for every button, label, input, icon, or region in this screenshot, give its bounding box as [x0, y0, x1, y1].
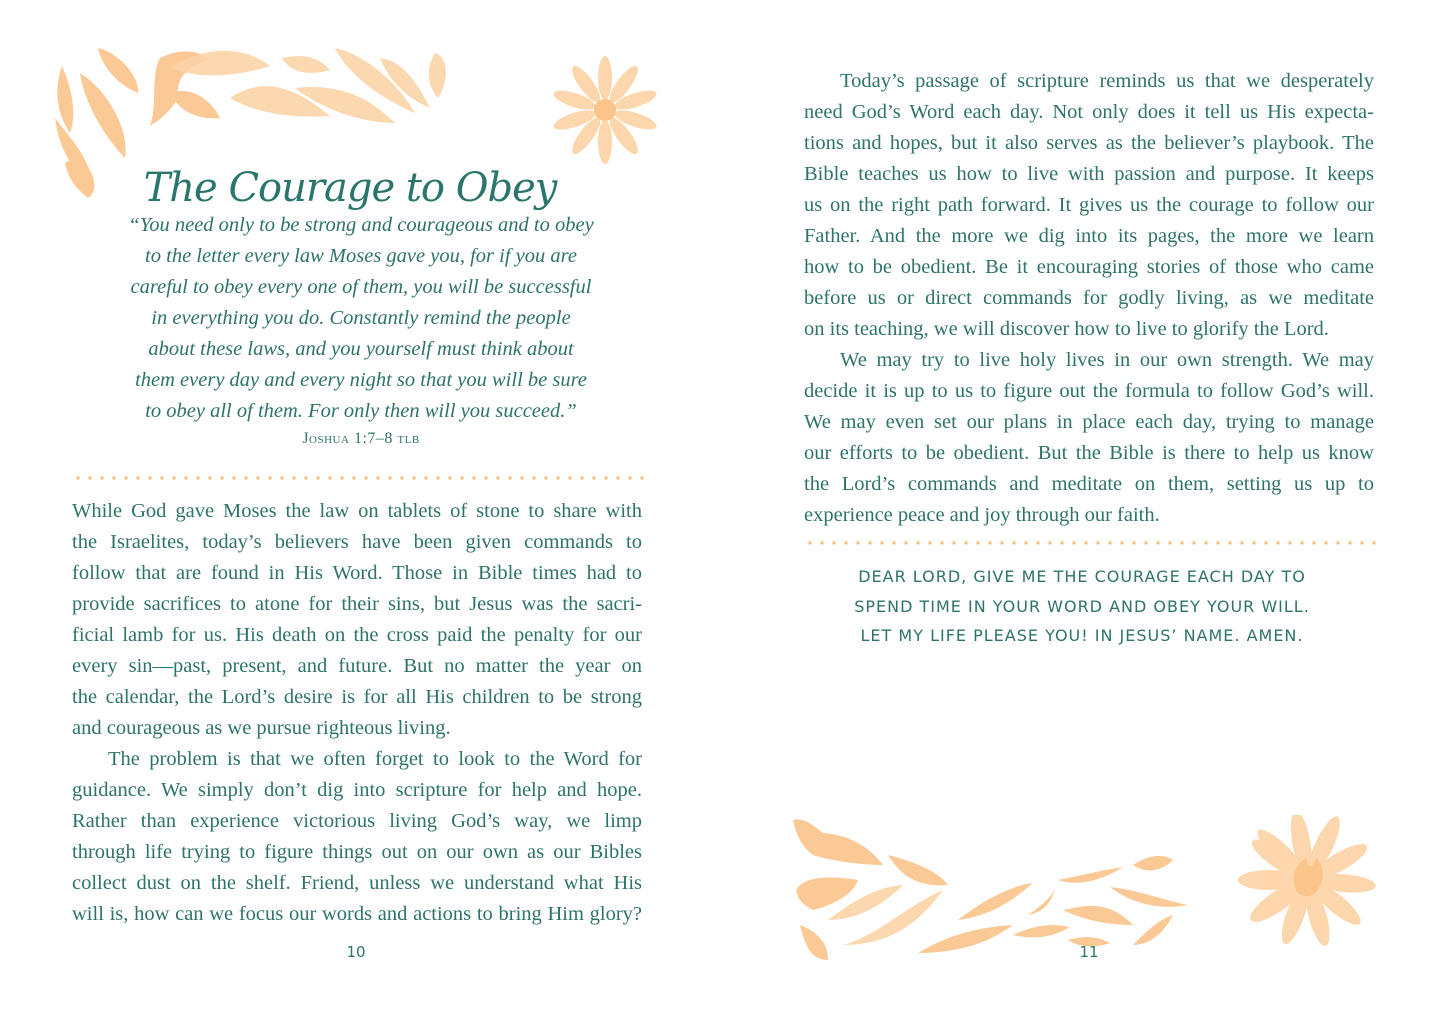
body-paragraph: [72, 496, 642, 930]
body-paragraph: [804, 66, 1374, 531]
text-line: the Israelites, today’s believers have been given commands to: [72, 531, 642, 553]
text-line: our efforts to be obedient. But the Bible is there to help us know: [804, 442, 1374, 464]
text-line: every sin—past, present, and future. But no matter the year on: [72, 655, 642, 677]
verse-reference: Joshua 1:7–8 tlb: [302, 430, 420, 447]
text-line: Father. And the more we dig into its pages, the more we learn: [804, 225, 1374, 247]
text-line: the Lord’s commands and meditate on them, setting us up to: [804, 473, 1374, 495]
text-line: tions and hopes, but it also serves as the believer’s playbook. The: [804, 132, 1374, 154]
prayer-line: DEAR LORD, GIVE ME THE COURAGE EACH DAY TO: [858, 567, 1306, 586]
prayer: [782, 562, 1382, 651]
left-page: [0, 0, 722, 1012]
text-line: how to be obedient. Be it encouraging stories of those who came: [804, 256, 1374, 278]
text-line: provide sacrifices to atone for their sins, but Jesus was the sacri-: [72, 593, 642, 615]
text-line: While God gave Moses the law on tablets of stone to share with: [72, 500, 642, 522]
text-line: collect dust on the shelf. Friend, unless we understand what His: [72, 872, 642, 894]
dotted-divider: [804, 541, 1376, 545]
verse-line: careful to obey every one of them, you will be successful: [130, 276, 592, 298]
text-line: the calendar, the Lord’s desire is for all His children to be strong: [72, 686, 642, 708]
verse-line: them every day and every night so that you will be sure: [135, 369, 587, 391]
text-line: Today’s passage of scripture reminds us that we desperately: [840, 70, 1374, 92]
text-line: before us or direct commands for godly living, as we meditate: [804, 287, 1374, 309]
scripture-quote: [96, 210, 626, 427]
prayer-line: LET MY LIFE PLEASE YOU! IN JESUS’ NAME. AMEN.: [860, 626, 1304, 645]
prayer-line: SPEND TIME IN YOUR WORD AND OBEY YOUR WILL.: [854, 596, 1310, 616]
text-line: follow that are found in His Word. Those in Bible times had to: [72, 562, 642, 584]
text-line: on its teaching, we will discover how to live to glorify the Lord.: [804, 318, 1329, 340]
text-line: Bible teaches us how to live with passion and purpose. It keeps: [804, 163, 1374, 185]
verse-line: “You need only to be strong and courageous and to obey: [128, 214, 594, 236]
text-line: need God’s Word each day. Not only does it tell us His expecta-: [804, 101, 1374, 123]
text-line: us on the right path forward. It gives us the courage to follow our: [804, 194, 1374, 216]
dotted-divider: [72, 476, 644, 480]
text-line: We may even set our plans in place each day, trying to manage: [804, 411, 1374, 433]
text-line: Rather than experience victorious living God’s way, we limp: [72, 810, 642, 832]
verse-line: to the letter every law Moses gave you, for if you are: [145, 245, 577, 267]
page-number: 11: [1079, 943, 1099, 961]
text-line: guidance. We simply don’t dig into scripture for help and hope.: [72, 779, 642, 801]
right-page: [722, 0, 1445, 1012]
verse-line: to obey all of them. For only then will you succeed.”: [145, 400, 577, 422]
text-line: The problem is that we often forget to look to the Word for: [108, 748, 642, 770]
text-line: will is, how can we focus our words and actions to bring Him glory?: [72, 903, 642, 925]
page-title: The Courage to Obey: [143, 164, 557, 211]
text-line: We may try to live holy lives in our own strength. We may: [840, 349, 1374, 371]
verse-line: in everything you do. Constantly remind the people: [151, 307, 571, 329]
text-line: decide it is up to us to figure out the formula to follow God’s will.: [804, 380, 1374, 402]
text-line: experience peace and joy through our faith.: [804, 504, 1160, 526]
text-line: ficial lamb for us. His death on the cross paid the penalty for our: [72, 624, 642, 646]
text-line: and courageous as we pursue righteous living.: [72, 717, 451, 739]
page-number: 10: [346, 943, 366, 961]
text-line: through life trying to figure things out on our own as our Bibles: [72, 841, 642, 863]
verse-line: about these laws, and you yourself must think about: [148, 338, 574, 360]
